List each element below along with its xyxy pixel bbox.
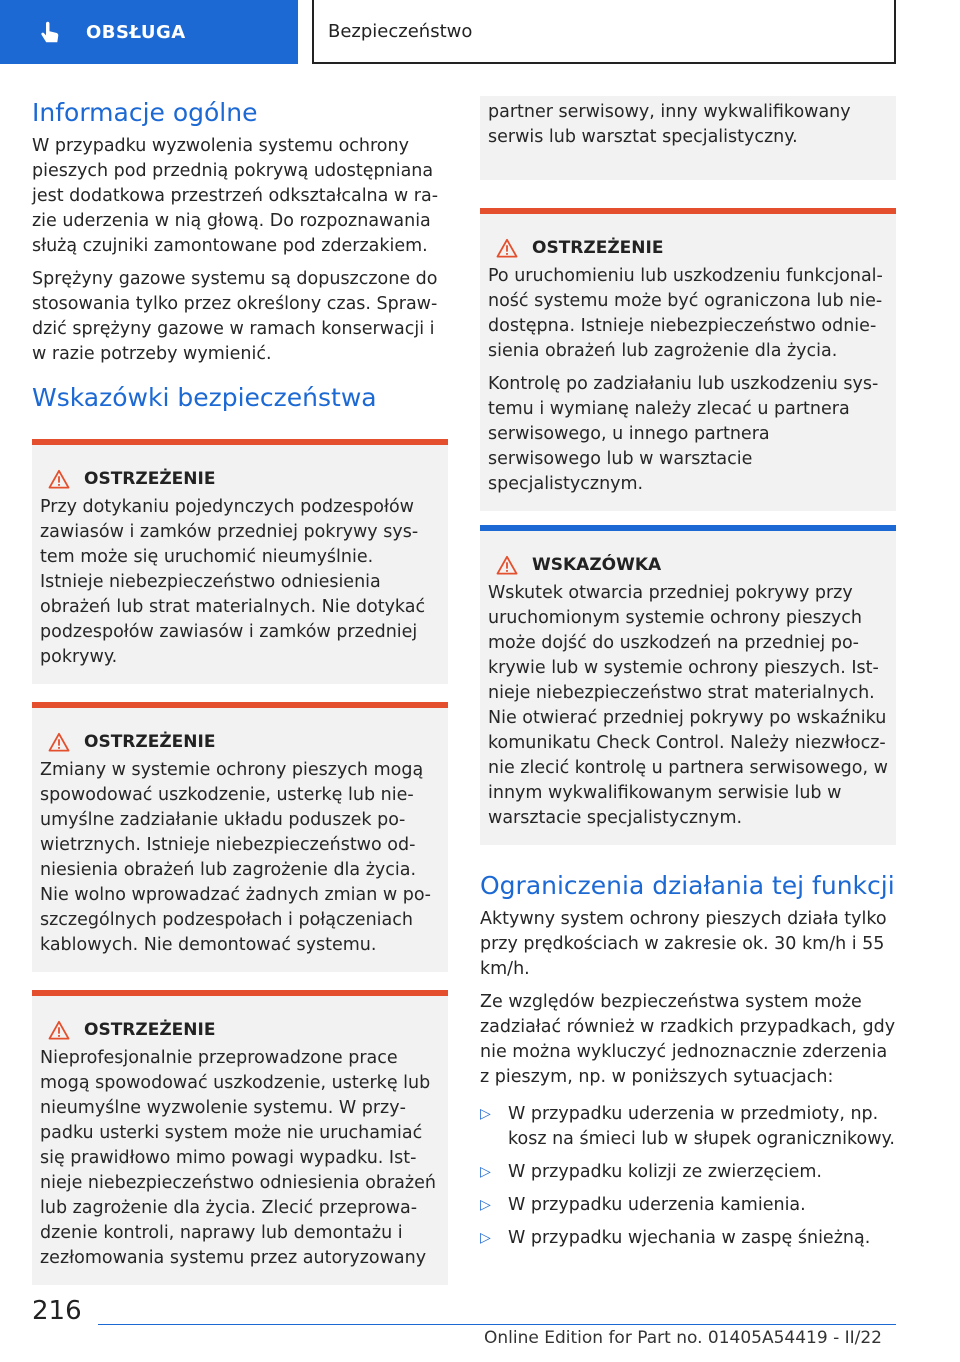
note-title: WSKAZÓWKA	[532, 555, 662, 575]
warning-text-2: Kontrolę po zadziałaniu lub uszkodzeniu systemu i wymianę należy zlecać u partnera serwisowego, u innego partnera serwisowego lub w warsztacie specjalistycznym.	[488, 374, 879, 494]
triangle-bullet-icon: ▷	[480, 1164, 491, 1180]
list-item: ▷ W przypadku uderzenia kamienia.	[480, 1193, 896, 1218]
warning-title: OSTRZEŻENIE	[84, 732, 216, 752]
chapter-label: OBSŁUGA	[86, 21, 186, 43]
warning-box-3	[32, 990, 448, 1285]
warning-triangle-icon	[496, 555, 518, 575]
warning-text: Nieprofesjonalnie przeprowadzone prace mogą spowodować uszkodzenie, usterkę lub nieumyślne wyzwolenie systemu. W przypadku usterki system może nie uruchamiać się prawidłowo mimo powagi wypadku. Istnieje niebezpieczeństwo odniesienia obrażeń lub zagrożenie dla życia. Zlecić przeprowadzenie kontroli, naprawy lub demontażu i zezłomowania systemu przez autoryzowany	[40, 1048, 436, 1268]
heading-general: Informacje ogólne	[32, 98, 258, 127]
warning-triangle-icon	[48, 1020, 70, 1040]
note-box	[480, 525, 896, 845]
page-number: 216	[32, 1296, 82, 1326]
paragraph-limits-1: Aktywny system ochrony pieszych działa tylko przy prędkościach w zakresie ok. 30 km/h i 55 km/h.	[480, 909, 887, 979]
paragraph-general-1: W przypadku wyzwolenia systemu ochrony pieszych pod przednią pokrywą udostępniana jest dodatkowa przestrzeń odkształcalna w razie uderzenia w nią głową. Do rozpoznawania służą czujniki zamontowane pod zderzakiem.	[32, 136, 439, 256]
list-item: ▷ W przypadku uderzenia w przedmioty, np. kosz na śmieci lub w słupek ogranicznikowy.	[480, 1104, 895, 1149]
warning-triangle-icon	[48, 469, 70, 489]
warning-box-4	[480, 208, 896, 511]
warning-triangle-icon	[48, 732, 70, 752]
warning-triangle-icon	[496, 238, 518, 258]
situations-list	[480, 1102, 896, 1251]
note-text: Wskutek otwarcia przedniej pokrywy przy uruchomionym systemie ochrony pieszych może dojść do uszkodzeń na przedniej pokrywie lub w systemie ochrony pieszych. Istnieje niebezpieczeństwo strat materialnych. Nie otwierać przedniej pokrywy po wskaźniku komunikatu Check Control. Należy niezwłocznie zlecić kontrolę u partnera serwisowego, w innym wykwalifikowanym serwisie lub w warsztacie specjalistycznym.	[488, 583, 888, 828]
warning-text-continued: partner serwisowy, inny wykwalifikowany serwis lub warsztat specjalistyczny.	[488, 102, 851, 147]
warning-title: OSTRZEŻENIE	[532, 238, 664, 258]
warning-box-2	[32, 702, 448, 972]
section-title: Bezpieczeństwo	[312, 0, 896, 64]
list-item: ▷ W przypadku kolizji ze zwierzęciem.	[480, 1160, 896, 1185]
warning-text: Przy dotykaniu pojedynczych podzespołów zawiasów i zamków przedniej pokrywy system może się uruchomić nieumyślnie. Istnieje niebezpieczeństwo odniesienia obrażeń lub strat materialnych. Nie dotykać podzespołów zawiasów i zamków przedniej pokrywy.	[40, 497, 426, 667]
warning-text-1: Po uruchomieniu lub uszkodzeniu funkcjonalność systemu może być ograniczona lub niedostępna. Istnieje niebezpieczeństwo odniesienia obrażeń lub zagrożenie dla życia.	[488, 266, 883, 361]
triangle-bullet-icon: ▷	[480, 1230, 491, 1246]
right-column	[480, 96, 896, 1259]
warning-text: Zmiany w systemie ochrony pieszych mogą spowodować uszkodzenie, usterkę lub nieumyślne zadziałanie układu poduszek powietrznych. Istnieje niebezpieczeństwo odniesienia obrażeń lub zagrożenie dla życia. Nie wolno wprowadzać żadnych zmian w poszczególnych podzespołach i połączeniach kablowych. Nie demontować systemu.	[40, 760, 431, 955]
list-item: ▷ W przypadku wjechania w zaspę śnieżną.	[480, 1226, 896, 1251]
warning-box-continued	[480, 96, 896, 180]
paragraph-general-2: Sprężyny gazowe systemu są dopuszczone do stosowania tylko przez określony czas. Sprawdzić sprężyny gazowe w ramach konserwacji i w razie potrzeby wymienić.	[32, 269, 438, 364]
hand-pointer-icon	[38, 19, 64, 45]
footer-divider	[98, 1324, 896, 1325]
warning-box-1	[32, 439, 448, 684]
heading-safety: Wskazówki bezpieczeństwa	[32, 383, 377, 412]
triangle-bullet-icon: ▷	[480, 1197, 491, 1213]
triangle-bullet-icon: ▷	[480, 1106, 491, 1122]
left-column	[32, 96, 448, 1303]
chapter-tab[interactable]	[0, 0, 298, 64]
edition-note: Online Edition for Part no. 01405A54419 - II/22	[483, 1328, 882, 1348]
warning-title: OSTRZEŻENIE	[84, 1020, 216, 1040]
heading-limits: Ograniczenia działania tej funkcji	[480, 871, 895, 900]
warning-title: OSTRZEŻENIE	[84, 469, 216, 489]
paragraph-limits-2: Ze względów bezpieczeństwa system może zadziałać również w rzadkich przypadkach, gdy nie można wykluczyć jednoznacznie zderzenia z pieszym, np. w poniższych sytuacjach:	[480, 992, 896, 1087]
